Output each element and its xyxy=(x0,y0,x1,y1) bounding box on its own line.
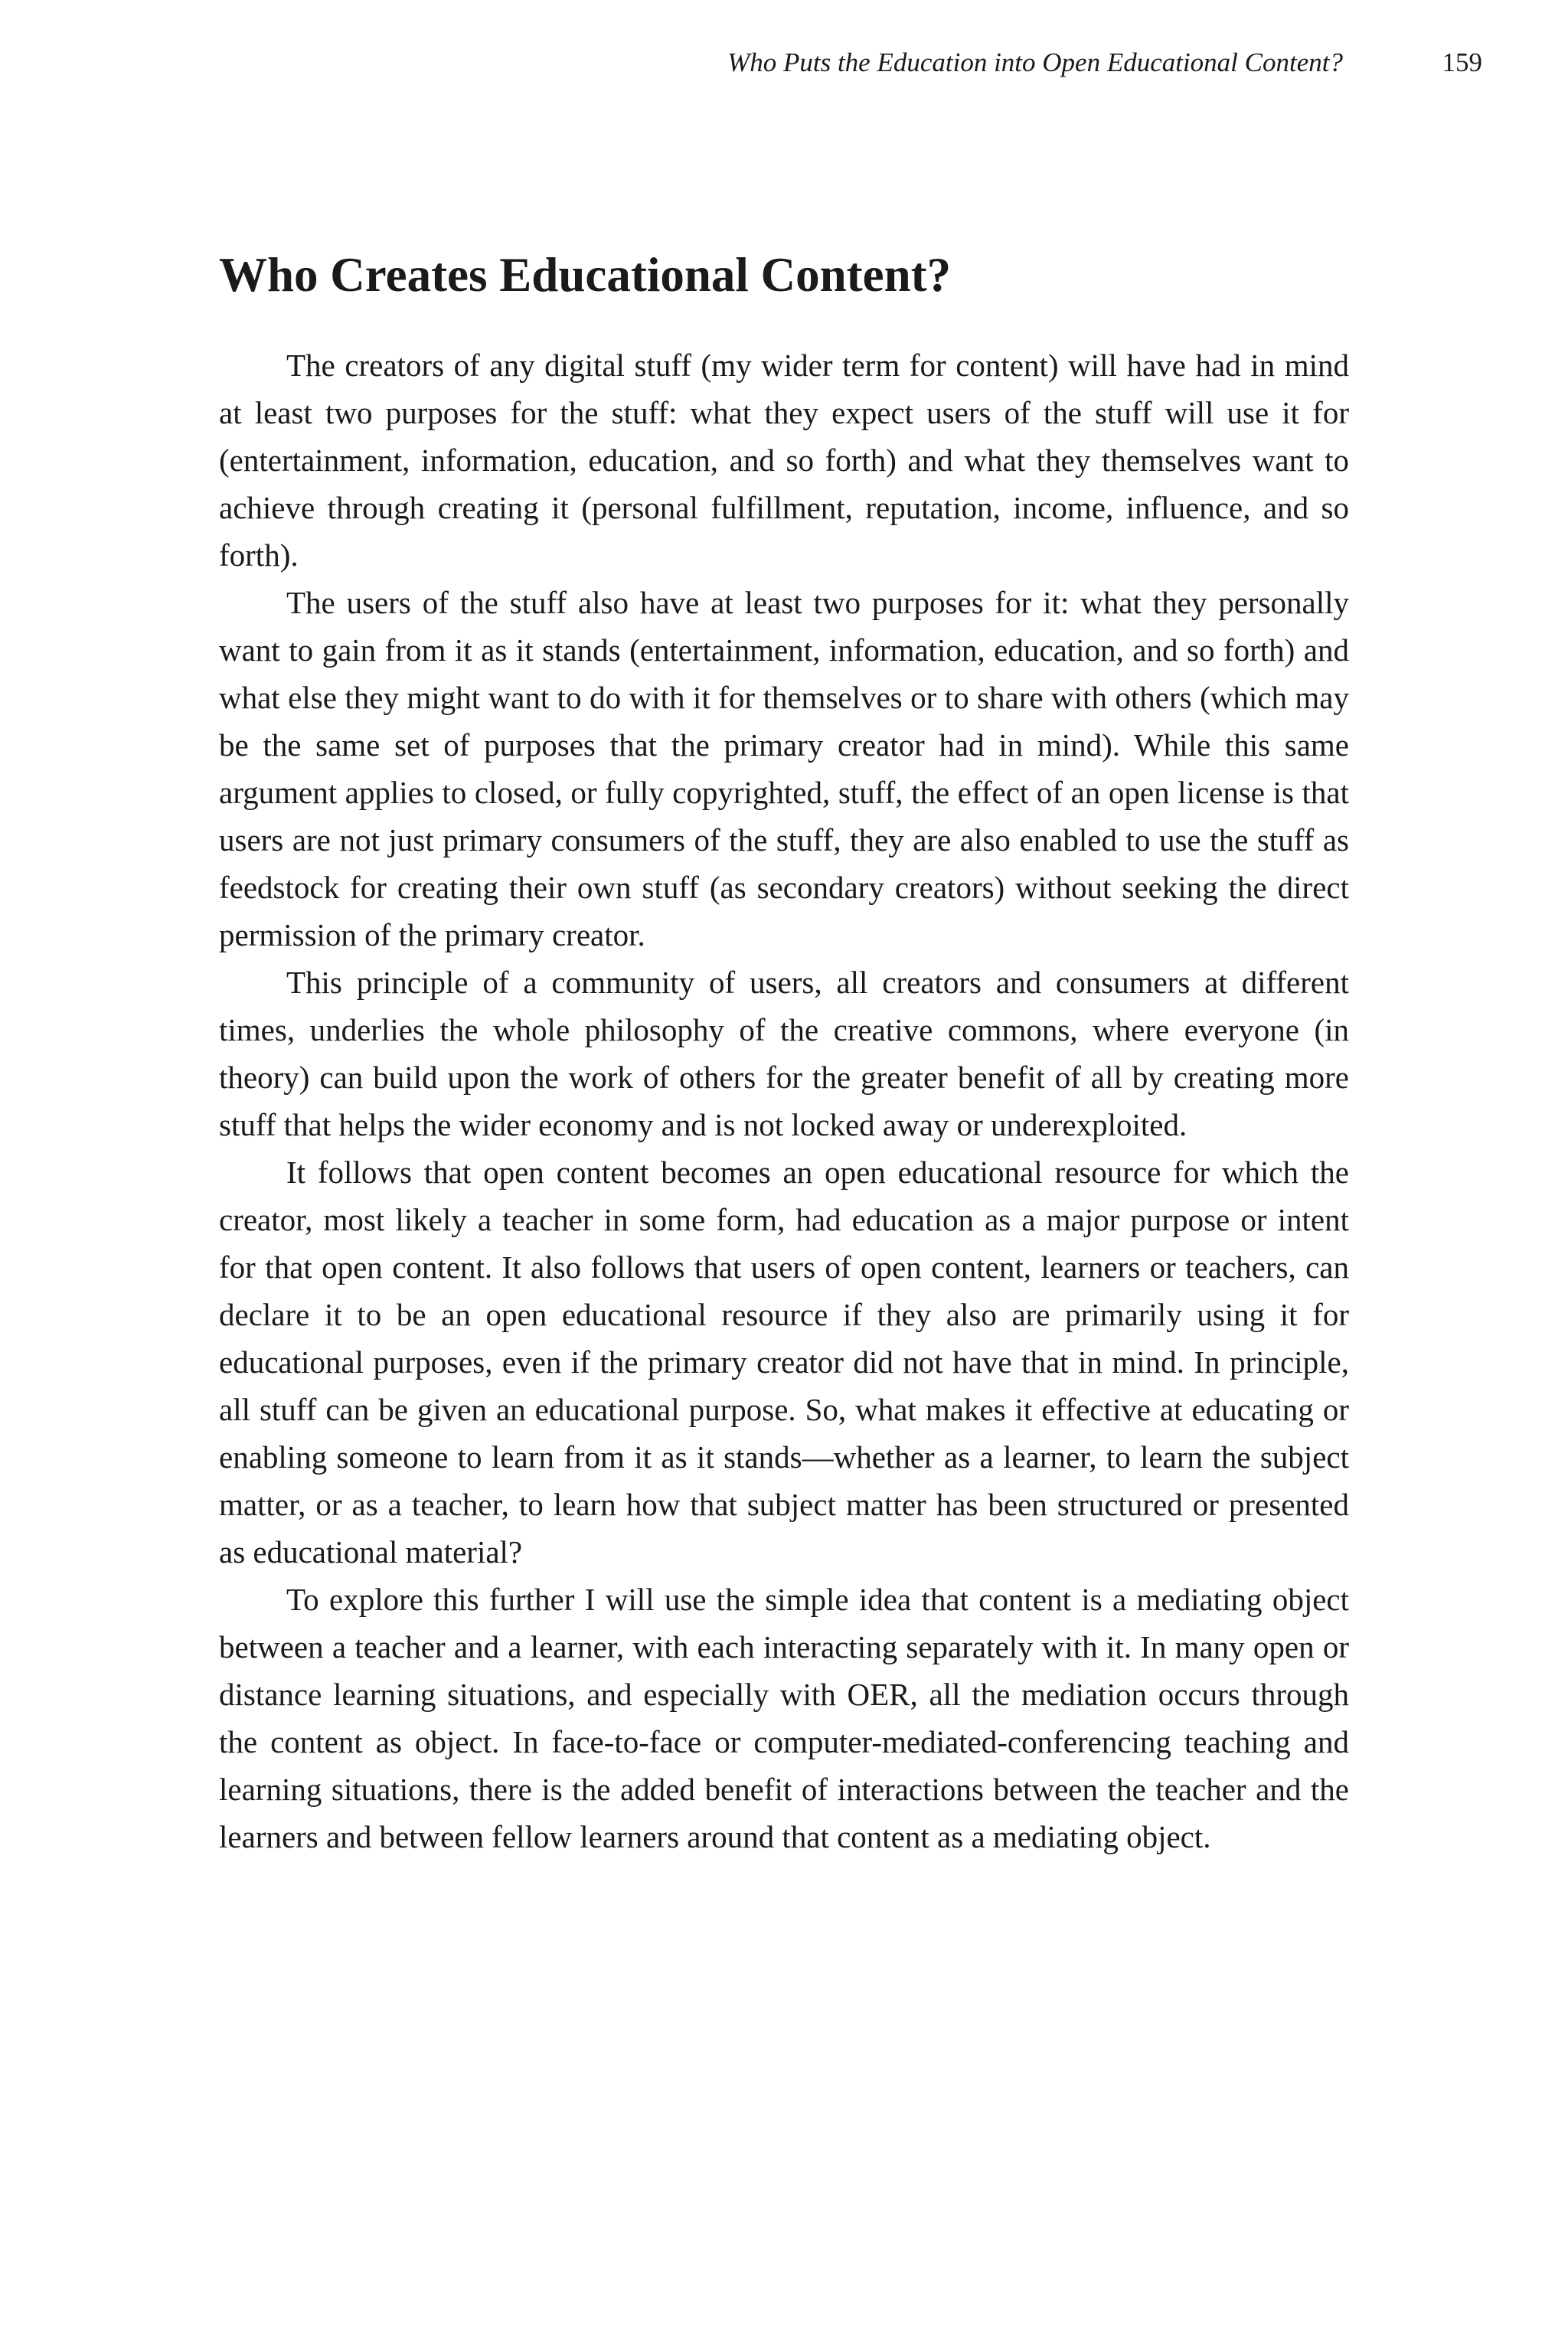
paragraph-creators-purposes: The creators of any digital stuff (my wider term for content) will have had in mind at least two purposes for the stuff: what they expect users of the stuff will use it for (entertainment, information, education, and so forth) and what they themselves want to achieve through creating it (personal fulfillment, reputation, income, influence, and so forth). xyxy=(219,348,1349,573)
page-number: 159 xyxy=(1442,47,1482,77)
section-heading: Who Creates Educational Content? xyxy=(219,248,952,302)
paragraph-open-educational-resource: It follows that open content becomes an open educational resource for which the creator, most likely a teacher in some form, had education as a major purpose or intent for that open content. It also follows that users of open content, learners or teachers, can declare it to be an open educational resource if they also are primarily using it for educational purposes, even if the primary creator did not have that in mind. In principle, all stuff can be given an educational purpose. So, what makes it effective at educating or enabling someone to learn from it as it stands—whether as a learner, to learn the subject matter, or as a teacher, to learn how that subject matter has been structured or presented as educational material? xyxy=(219,1155,1349,1570)
paragraph-mediating-object: To explore this further I will use the simple idea that content is a mediating object between a teacher and a learner, with each interacting separately with it. In many open or distance learning situations, and especially with OER, all the mediation occurs through the content as object. In face-to-face or computer-mediated-conferencing teaching and learning situations, there is the added benefit of interactions between the teacher and the learners and between fellow learners around that content as a mediating object. xyxy=(219,1582,1349,1854)
body-text xyxy=(219,341,1349,1860)
paragraph-community-principle: This principle of a community of users, all creators and consumers at different times, underlies the whole philosophy of the creative commons, where everyone (in theory) can build upon the work of others for the greater benefit of all by creating more stuff that helps the wider economy and is not locked away or underexploited. xyxy=(219,965,1349,1142)
running-head xyxy=(219,47,1482,86)
paragraph-users-purposes: The users of the stuff also have at least two purposes for it: what they personally want to gain from it as it stands (entertainment, information, education, and so forth) and what else they might want to do with it for themselves or to share with others (which may be the same set of purposes that the primary creator had in mind). While this same argument applies to closed, or fully copyrighted, stuff, the effect of an open license is that users are not just primary consumers of the stuff, they are also enabled to use the stuff as feedstock for creating their own stuff (as secondary creators) without seeking the direct permission of the primary creator. xyxy=(219,585,1349,952)
running-title: Who Puts the Education into Open Educational Content? xyxy=(727,47,1343,77)
